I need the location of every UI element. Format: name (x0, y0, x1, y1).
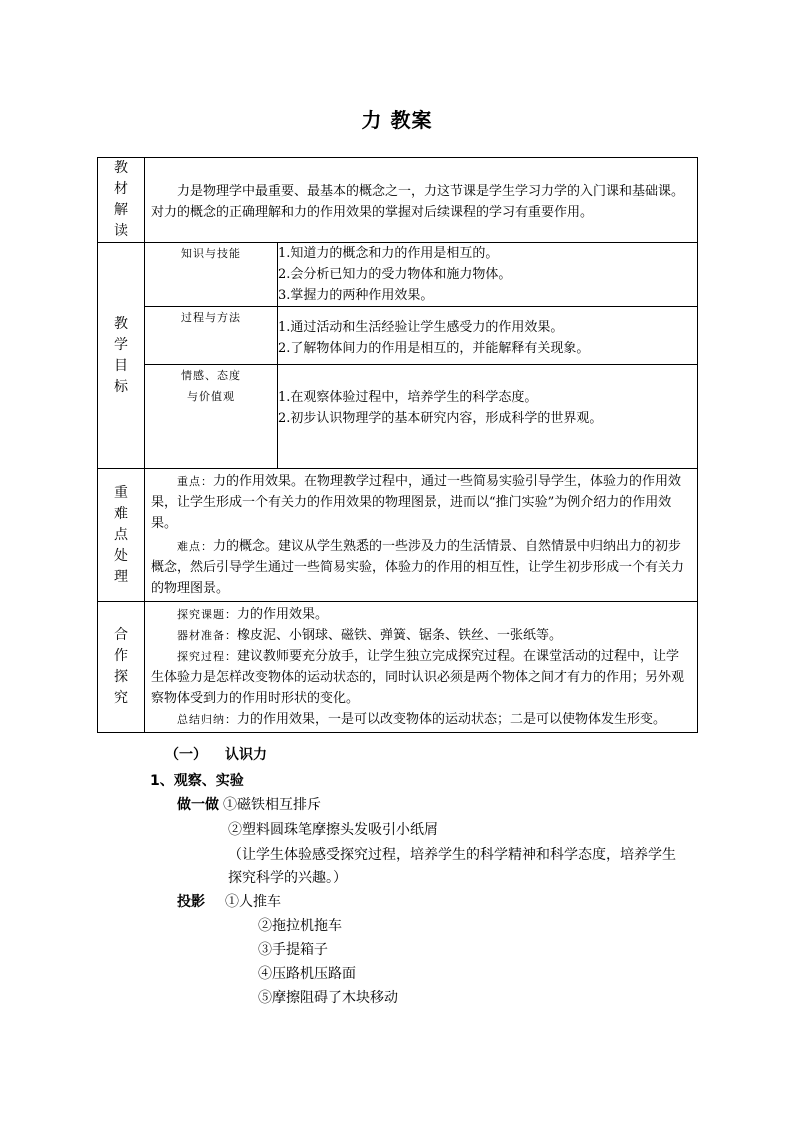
projection-item: ⑤摩擦阻碍了木块移动 (258, 990, 398, 1006)
row-label-key-difficult: 重 难 点 处 理 (98, 469, 145, 602)
goal-category: 情感、态度 与价值观 (145, 365, 278, 469)
page-title: 力 教案 (361, 108, 433, 132)
do-it-line: 做一做 ①磁铁相互排斥 (177, 797, 321, 813)
subsection-heading: 1、观察、实验 (150, 773, 244, 789)
row-goal-process (98, 307, 698, 365)
inquiry-process: 探究过程：建议教师要充分放手，让学生独立完成探究过程。在课堂活动的过程中，让学生体验力是怎样改变物体的运动状态的，同时认识必须是两个物体之间才有力的作用；另外观察物体受到力的作用时形状的变化。 (151, 649, 685, 706)
row-label-inquiry: 合 作 探 究 (98, 602, 145, 733)
goal-category: 过程与方法 (145, 307, 278, 365)
row-goal-knowledge (98, 243, 698, 307)
projection-item: ②拖拉机拖车 (258, 918, 342, 934)
row-goal-attitude (98, 365, 698, 469)
goal-list: 1.通过活动和生活经验让学生感受力的作用效果。 2.了解物体间力的作用是相互的，并能解释有关现象。 (278, 307, 698, 365)
textbook-text: 力是物理学中最重要、最基本的概念之一，力这节课是学生学习力学的入门课和基础课。对力的概念的正确理解和力的作用效果的掌握对后续课程的学习有重要作用。 (151, 184, 685, 220)
row-label-goals: 教 学 目 标 (98, 243, 145, 469)
inquiry-materials: 器材准备：橡皮泥、小钢球、磁铁、弹簧、锯条、铁丝、一张纸等。 (177, 628, 563, 643)
row-label-textbook: 教 材 解 读 (98, 158, 145, 243)
goal-list: 1.知道力的概念和力的作用是相互的。 2.会分析已知力的受力物体和施力物体。 3.掌握力的两种作用效果。 (278, 243, 698, 307)
projection-item: ③手提箱子 (258, 942, 328, 958)
goal-list: 1.在观察体验过程中，培养学生的科学态度。 2.初步认识物理学的基本研究内容，形成科学的世界观。 (278, 365, 698, 469)
note-line: （让学生体验感受探究过程，培养学生的科学精神和科学态度，培养学生 (228, 847, 676, 863)
difficult-point-text: 难点：力的概念。建议从学生熟悉的一些涉及力的生活情景、自然情景中归纳出力的初步概念，然后引导学生通过一些简易实验，体验力的作用的相互性，让学生初步形成一个有关力的物理图景。 (151, 539, 685, 596)
inquiry-topic: 探究课题：力的作用效果。 (177, 607, 329, 622)
projection-item: ④压路机压路面 (258, 966, 356, 982)
row-textbook-interpretation (98, 158, 698, 243)
do-item: ②塑料圆珠笔摩擦头发吸引小纸屑 (228, 822, 438, 838)
inquiry-summary: 总结归纳：力的作用效果，一是可以改变物体的运动状态；二是可以使物体发生形变。 (177, 712, 667, 727)
row-key-difficult (98, 469, 698, 602)
lesson-plan-table (97, 157, 698, 733)
key-point-text: 重点：力的作用效果。在物理教学过程中，通过一些简易实验引导学生，体验力的作用效果，让学生形成一个有关力的作用效果的物理图景，进而以“推门实验”为例介绍力的作用效果。 (151, 474, 682, 531)
section-heading: （一） 认识力 (165, 747, 267, 763)
row-cooperative-inquiry (98, 602, 698, 733)
projection-line: 投影 ①人推车 (177, 894, 281, 910)
note-line: 探究科学的兴趣。） (228, 870, 347, 886)
goal-category: 知识与技能 (145, 243, 278, 307)
